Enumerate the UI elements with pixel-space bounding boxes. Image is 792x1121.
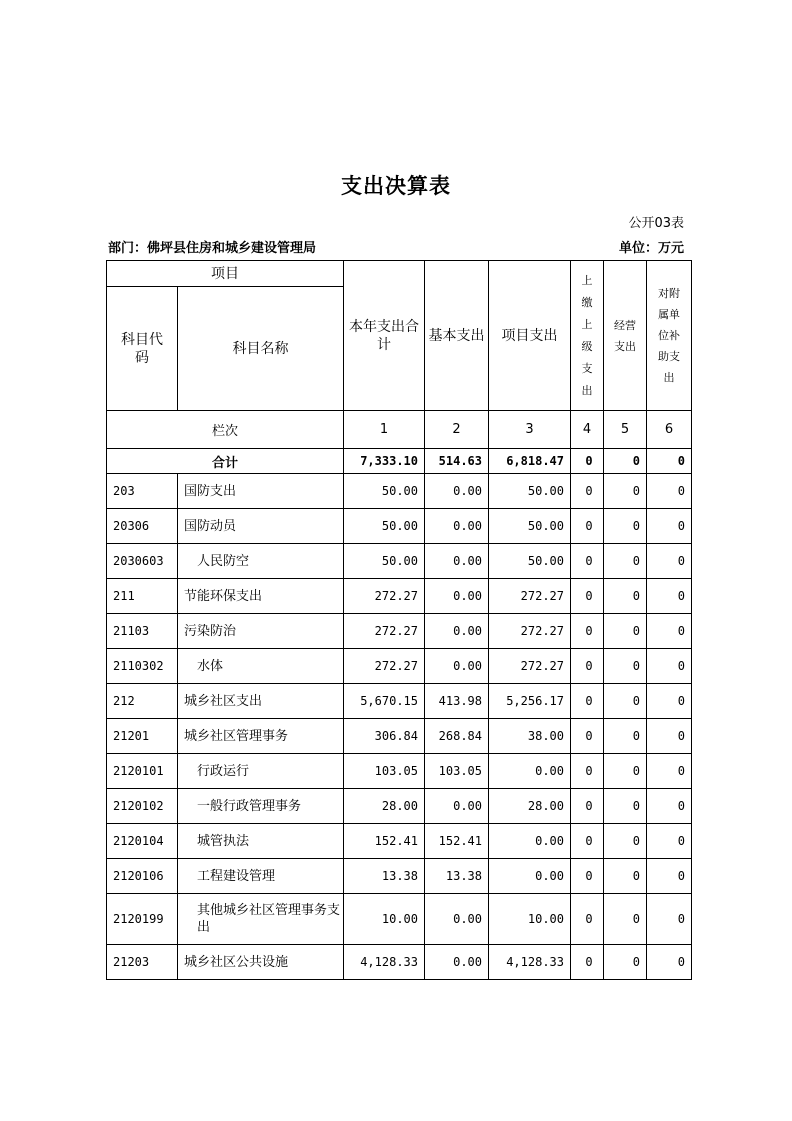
row-code: 2120101	[107, 754, 178, 789]
row-code: 2110302	[107, 649, 178, 684]
row-code: 2120106	[107, 859, 178, 894]
row-basic: 0.00	[425, 509, 489, 544]
row-total: 272.27	[344, 614, 425, 649]
row-operating: 0	[604, 824, 647, 859]
index-row-label: 栏次	[107, 411, 344, 449]
row-basic: 0.00	[425, 945, 489, 980]
row-basic: 13.38	[425, 859, 489, 894]
header-project: 项目	[107, 261, 344, 287]
row-project: 10.00	[489, 894, 571, 945]
row-subsidy: 0	[647, 945, 692, 980]
row-basic: 152.41	[425, 824, 489, 859]
row-name: 其他城乡社区管理事务支出	[178, 894, 344, 945]
row-total: 50.00	[344, 544, 425, 579]
row-project: 50.00	[489, 474, 571, 509]
row-remit: 0	[571, 945, 604, 980]
row-basic: 268.84	[425, 719, 489, 754]
row-remit: 0	[571, 789, 604, 824]
index-col-1: 1	[344, 411, 425, 449]
row-total: 5,670.15	[344, 684, 425, 719]
row-project: 5,256.17	[489, 684, 571, 719]
row-subsidy: 0	[647, 684, 692, 719]
row-total: 306.84	[344, 719, 425, 754]
row-operating: 0	[604, 789, 647, 824]
table-row	[107, 614, 692, 649]
row-remit: 0	[571, 684, 604, 719]
row-subsidy: 0	[647, 719, 692, 754]
row-name: 城乡社区公共设施	[178, 945, 344, 980]
row-total: 28.00	[344, 789, 425, 824]
row-operating: 0	[604, 945, 647, 980]
row-name: 污染防治	[178, 614, 344, 649]
row-remit: 0	[571, 824, 604, 859]
form-number: 公开03表	[628, 216, 684, 231]
row-total: 272.27	[344, 579, 425, 614]
row-operating: 0	[604, 719, 647, 754]
total-col-4: 0	[571, 449, 604, 474]
row-remit: 0	[571, 509, 604, 544]
table-row	[107, 474, 692, 509]
total-col-1: 7,333.10	[344, 449, 425, 474]
header-project-expenditure: 项目支出	[489, 261, 571, 411]
row-remit: 0	[571, 894, 604, 945]
row-code: 2120102	[107, 789, 178, 824]
table-row	[107, 579, 692, 614]
row-subsidy: 0	[647, 509, 692, 544]
row-basic: 103.05	[425, 754, 489, 789]
table-row	[107, 789, 692, 824]
total-col-6: 0	[647, 449, 692, 474]
row-subsidy: 0	[647, 824, 692, 859]
row-remit: 0	[571, 544, 604, 579]
row-name: 行政运行	[178, 754, 344, 789]
index-col-5: 5	[604, 411, 647, 449]
row-total: 103.05	[344, 754, 425, 789]
row-name: 国防动员	[178, 509, 344, 544]
row-code: 21203	[107, 945, 178, 980]
index-col-2: 2	[425, 411, 489, 449]
total-col-5: 0	[604, 449, 647, 474]
row-basic: 0.00	[425, 544, 489, 579]
table-row	[107, 544, 692, 579]
row-basic: 0.00	[425, 614, 489, 649]
row-subsidy: 0	[647, 859, 692, 894]
row-operating: 0	[604, 649, 647, 684]
row-operating: 0	[604, 859, 647, 894]
row-code: 203	[107, 474, 178, 509]
row-name: 节能环保支出	[178, 579, 344, 614]
row-project: 272.27	[489, 579, 571, 614]
row-subsidy: 0	[647, 754, 692, 789]
row-project: 50.00	[489, 509, 571, 544]
total-col-2: 514.63	[425, 449, 489, 474]
table-row	[107, 684, 692, 719]
row-name: 城乡社区支出	[178, 684, 344, 719]
row-operating: 0	[604, 614, 647, 649]
row-remit: 0	[571, 754, 604, 789]
header-total-expenditure: 本年支出合计	[344, 261, 425, 411]
row-subsidy: 0	[647, 649, 692, 684]
row-project: 0.00	[489, 859, 571, 894]
header-name: 科目名称	[178, 287, 344, 411]
row-project: 0.00	[489, 754, 571, 789]
row-name: 工程建设管理	[178, 859, 344, 894]
expenditure-table	[106, 260, 692, 980]
row-project: 28.00	[489, 789, 571, 824]
total-row-label: 合计	[107, 449, 344, 474]
row-subsidy: 0	[647, 614, 692, 649]
index-col-4: 4	[571, 411, 604, 449]
row-remit: 0	[571, 579, 604, 614]
row-remit: 0	[571, 474, 604, 509]
row-total: 50.00	[344, 474, 425, 509]
row-total: 50.00	[344, 509, 425, 544]
row-name: 城管执法	[178, 824, 344, 859]
row-total: 13.38	[344, 859, 425, 894]
row-code: 2030603	[107, 544, 178, 579]
row-code: 20306	[107, 509, 178, 544]
row-basic: 413.98	[425, 684, 489, 719]
total-col-3: 6,818.47	[489, 449, 571, 474]
row-total: 152.41	[344, 824, 425, 859]
row-subsidy: 0	[647, 579, 692, 614]
row-name: 水体	[178, 649, 344, 684]
row-project: 4,128.33	[489, 945, 571, 980]
row-operating: 0	[604, 684, 647, 719]
row-subsidy: 0	[647, 474, 692, 509]
row-subsidy: 0	[647, 894, 692, 945]
row-name: 一般行政管理事务	[178, 789, 344, 824]
header-subsidy-affiliated: 对附属单位补助支出	[647, 261, 692, 411]
row-name: 人民防空	[178, 544, 344, 579]
row-code: 211	[107, 579, 178, 614]
table-row	[107, 859, 692, 894]
header-basic-expenditure: 基本支出	[425, 261, 489, 411]
row-total: 272.27	[344, 649, 425, 684]
row-project: 0.00	[489, 824, 571, 859]
row-operating: 0	[604, 544, 647, 579]
row-operating: 0	[604, 509, 647, 544]
row-code: 2120104	[107, 824, 178, 859]
row-basic: 0.00	[425, 579, 489, 614]
table-row	[107, 894, 692, 945]
table-row	[107, 719, 692, 754]
row-operating: 0	[604, 474, 647, 509]
department-label: 部门：佛坪县住房和城乡建设管理局	[108, 241, 317, 256]
row-subsidy: 0	[647, 789, 692, 824]
row-remit: 0	[571, 614, 604, 649]
row-operating: 0	[604, 894, 647, 945]
row-project: 38.00	[489, 719, 571, 754]
page-title: 支出决算表	[341, 174, 451, 198]
index-col-6: 6	[647, 411, 692, 449]
header-operating-expenditure: 经营支出	[604, 261, 647, 411]
row-project: 50.00	[489, 544, 571, 579]
row-total: 4,128.33	[344, 945, 425, 980]
row-name: 城乡社区管理事务	[178, 719, 344, 754]
table-row	[107, 649, 692, 684]
row-operating: 0	[604, 579, 647, 614]
table-row	[107, 509, 692, 544]
row-basic: 0.00	[425, 894, 489, 945]
row-basic: 0.00	[425, 789, 489, 824]
row-code: 21103	[107, 614, 178, 649]
row-total: 10.00	[344, 894, 425, 945]
row-name: 国防支出	[178, 474, 344, 509]
row-code: 212	[107, 684, 178, 719]
row-remit: 0	[571, 859, 604, 894]
row-remit: 0	[571, 649, 604, 684]
row-code: 2120199	[107, 894, 178, 945]
row-remit: 0	[571, 719, 604, 754]
row-project: 272.27	[489, 649, 571, 684]
table-row	[107, 754, 692, 789]
row-project: 272.27	[489, 614, 571, 649]
table-row	[107, 824, 692, 859]
row-basic: 0.00	[425, 474, 489, 509]
row-code: 21201	[107, 719, 178, 754]
table-row	[107, 945, 692, 980]
row-subsidy: 0	[647, 544, 692, 579]
header-code: 科目代码	[107, 287, 178, 411]
row-basic: 0.00	[425, 649, 489, 684]
unit-label: 单位：万元	[618, 241, 684, 256]
row-operating: 0	[604, 754, 647, 789]
header-remit-upper: 上缴上级支出	[571, 261, 604, 411]
index-col-3: 3	[489, 411, 571, 449]
